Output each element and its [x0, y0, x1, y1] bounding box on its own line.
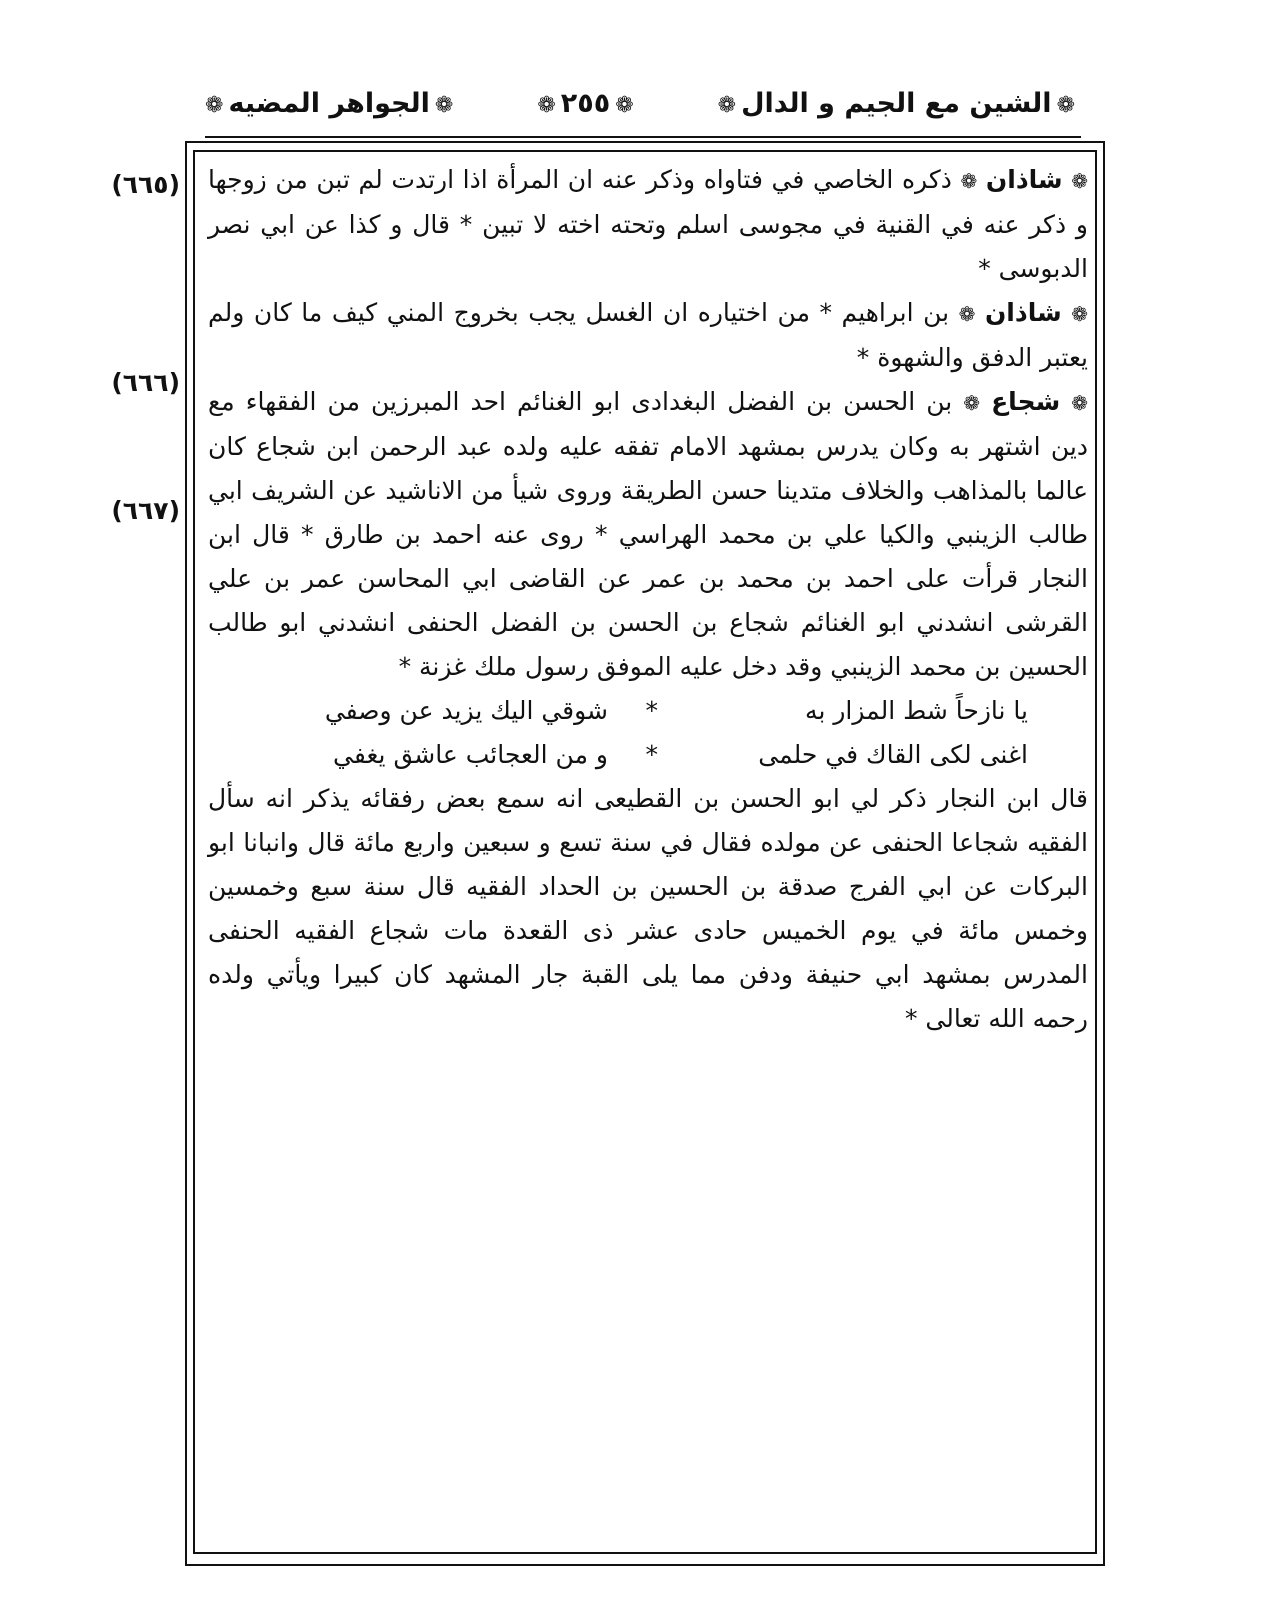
star-separator: *: [645, 696, 658, 725]
ornament-icon: ❁: [1071, 169, 1089, 193]
entry-text: ذكره الخاصي في فتاواه وذكر عنه ان المرأة اذا ارتدت لم تبن من زوجها و ذكر عنه في القنية في مجوسى اسلم وتحته اخته لا تبين * قال و كذا عن ابي نصر الدبوسى *: [208, 165, 1088, 283]
entry-shuja: [208, 380, 1088, 689]
ornament-icon: ❁: [537, 92, 556, 118]
ornament-icon: ❁: [717, 92, 737, 118]
header-section-title: ❁الشين مع الجيم و الدال❁: [717, 87, 1075, 119]
page-header: [200, 78, 1080, 128]
entry-continuation: قال ابن النجار ذكر لي ابو الحسن بن القطيعى انه سمع بعض رفقائه يذكر انه سأل الفقيه شجاعا الحنفى عن مولده فقال في سنة تسع و سبعين واربع مائة قال وانبانا ابو البركات عن ابي الفرج صدقة بن الحسين بن الحداد الفقيه قال سنة سبع وخمسين وخمس مائة في يوم الخميس حادى عشر ذى القعدة مات شجاع الفقيه الحنفى المدرس بمشهد ابي حنيفة ودفن مما يلى القبة جار المشهد كان كبيرا ويأتي ولده رحمه الله تعالى *: [208, 784, 1088, 1033]
entry-number-666: (٦٦٦): [111, 368, 180, 397]
ornament-icon: ❁: [1071, 302, 1088, 326]
poem-verse: [208, 733, 1088, 777]
entry-name: شجاع: [991, 387, 1061, 416]
ornament-icon: ❁: [963, 391, 981, 415]
poem-hemistich: اغنى لكى القاك في حلمى: [758, 740, 1028, 769]
ornament-icon: ❁: [205, 92, 224, 118]
ornament-icon: ❁: [434, 92, 454, 118]
entry-shadhan-ibn-ibrahim: [208, 291, 1088, 380]
poem-hemistich: و من العجائب عاشق يغفي: [333, 740, 608, 769]
ornament-icon: ❁: [958, 302, 976, 326]
main-text: [208, 158, 1088, 1041]
entry-text: بن الحسن بن الفضل البغدادى ابو الغنائم احد المبرزين من الفقهاء مع دين اشتهر به وكان يدرس بمشهد الامام تفقه عليه ولده عبد الرحمن ابن شجاع كان عالما بالمذاهب والخلاف متدينا حسن الطريقة وروى شيأ من الاناشيد عن الشريف ابي طالب الزينبي والكيا علي بن محمد الهراسي * روى عنه احمد بن طارق * قال ابن النجار قرأت على احمد بن محمد بن عمر عن القاضى ابي المحاسن عمر بن علي القرشى انشدني ابو الغنائم شجاع بن الحسن بن الفضل الحنفى انشدني ابو طالب الحسين بن محمد الزينبي وقد دخل عليه الموفق رسول ملك غزنة *: [208, 387, 1088, 681]
star-separator: *: [645, 740, 658, 769]
poem-verse: [208, 689, 1088, 733]
entry-name: شاذان: [985, 165, 1063, 194]
poem-hemistich: يا نازحاً شط المزار به: [805, 696, 1028, 725]
entry-name: شاذان: [984, 298, 1062, 327]
header-book-title: ❁الجواهر المضيه❁: [205, 87, 454, 119]
entry-number-667: (٦٦٧): [111, 496, 180, 525]
entry-number-665: (٦٦٥): [111, 170, 180, 199]
ornament-icon: ❁: [1071, 391, 1088, 415]
entry-text: بن ابراهيم * من اختياره ان الغسل يجب بخروج المني كيف ما كان ولم يعتبر الدفق والشهوة *: [208, 298, 1088, 372]
ornament-icon: ❁: [1056, 92, 1075, 118]
header-page-number: ❁٢٥٥❁: [537, 87, 634, 119]
ornament-icon: ❁: [960, 169, 978, 193]
poem-hemistich: شوقي اليك يزيد عن وصفي: [324, 696, 608, 725]
ornament-icon: ❁: [615, 92, 634, 118]
entry-shadhan: [208, 158, 1088, 291]
header-divider: [205, 136, 1081, 138]
